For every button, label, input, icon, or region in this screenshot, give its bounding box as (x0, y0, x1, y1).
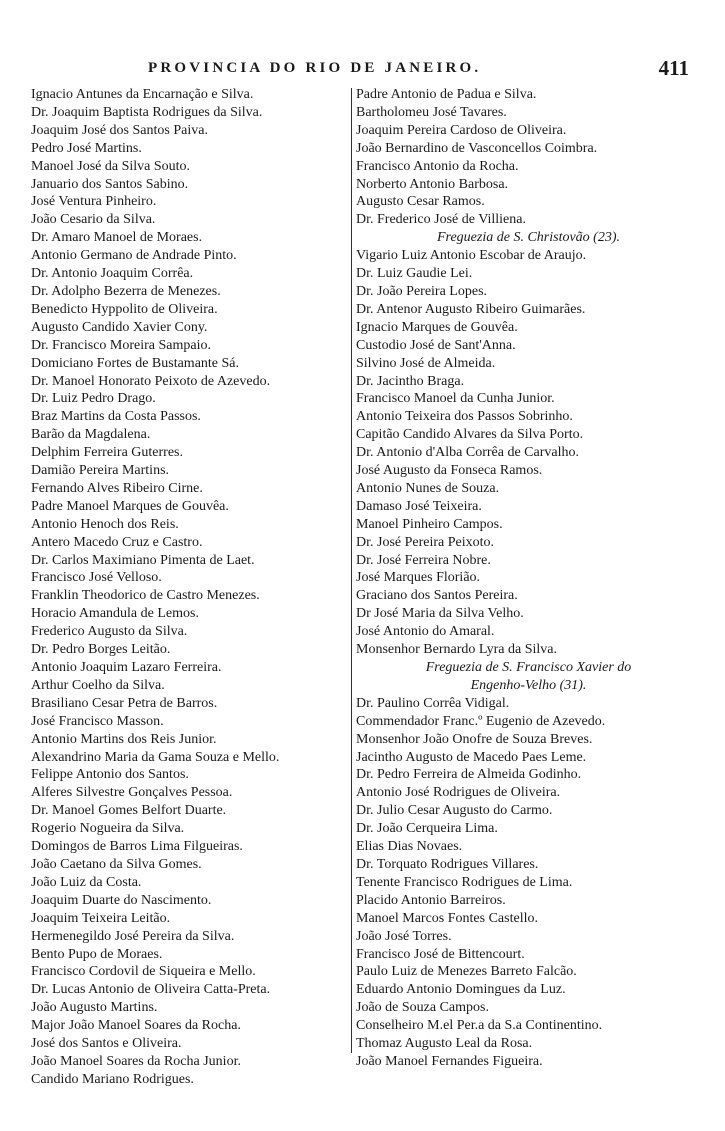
list-item: Januario dos Santos Sabino. (31, 176, 189, 192)
s-francisco-xavier-list (356, 695, 701, 1071)
list-item: Conselheiro M.el Per.a da S.a Continentino. (356, 1018, 603, 1034)
list-item: Dr. Luiz Gaudie Lei. (356, 266, 473, 282)
list-item: Dr. Joaquim Baptista Rodrigues da Silva. (31, 104, 263, 120)
list-item: Bento Pupo de Moraes. (31, 946, 163, 962)
list-item: Antonio José Rodrigues de Oliveira. (356, 785, 561, 801)
list-item: Dr. José Pereira Peixoto. (356, 534, 495, 550)
list-item: Dr. Frederico José de Villiena. (356, 212, 526, 228)
list-item: Ignacio Antunes da Encarnação e Silva. (31, 87, 254, 102)
list-item: Dr. João Pereira Lopes. (356, 283, 488, 299)
list-item: José Francisco Masson. (31, 713, 164, 729)
list-item: Dr. Manoel Honorato Peixoto de Azevedo. (31, 373, 271, 389)
page-number: 411 (658, 56, 689, 80)
list-item: Dr. José Ferreira Nobre. (356, 552, 491, 568)
list-item: Francisco José Velloso. (31, 570, 162, 586)
list-item: Dr. Pedro Borges Leitão. (31, 642, 171, 658)
list-item: Dr. Luiz Pedro Drago. (31, 391, 156, 407)
list-item: Antonio Joaquim Lazaro Ferreira. (31, 660, 222, 675)
list-item: Manoel Marcos Fontes Castello. (356, 910, 538, 926)
list-item: Delphim Ferreira Guterres. (31, 445, 183, 461)
list-item: Damião Pereira Martins. (31, 463, 170, 479)
list-item: Francisco José de Bittencourt. (356, 946, 525, 962)
section-heading-s-christovao: Freguezia de S. Christovão (23). (436, 230, 620, 246)
list-item: Dr. Pedro Ferreira de Almeida Godinho. (356, 767, 582, 783)
list-item: Domingos de Barros Lima Filgueiras. (31, 839, 243, 855)
list-item: Norberto Antonio Barbosa. (356, 176, 509, 192)
list-item: Francisco Cordovil de Siqueira e Mello. (31, 964, 256, 980)
list-item: Francisco Manoel da Cunha Junior. (356, 391, 555, 407)
list-item: Dr. Torquato Rodrigues Villares. (356, 856, 539, 872)
list-item: Antonio Martins dos Reis Junior. (31, 731, 217, 747)
list-item: Ignacio Marques de Gouvêa. (356, 319, 518, 335)
list-item: Augusto Cesar Ramos. (356, 194, 485, 210)
right-column (356, 86, 701, 1071)
list-item: Monsenhor João Onofre de Souza Breves. (356, 731, 593, 747)
list-item: Placido Antonio Barreiros. (356, 892, 506, 908)
list-item: João Manoel Fernandes Figueira. (356, 1053, 543, 1069)
list-item: Dr. Manoel Gomes Belfort Duarte. (31, 803, 227, 819)
list-item: Joaquim Duarte do Nascimento. (31, 892, 212, 908)
s-christovao-list (356, 247, 701, 659)
list-item: Brasiliano Cesar Petra de Barros. (31, 695, 218, 711)
column-divider (351, 88, 352, 1053)
list-item: Antonio Teixeira dos Passos Sobrinho. (356, 409, 573, 425)
list-item: João José Torres. (356, 928, 452, 944)
section-heading-s-francisco-xavier: Freguezia de S. Francisco Xavier do (425, 660, 632, 675)
list-item: Antonio Germano de Andrade Pinto. (31, 248, 237, 264)
list-item: Francisco Antonio da Rocha. (356, 158, 519, 174)
list-item: Thomaz Augusto Leal da Rosa. (356, 1036, 533, 1052)
list-item: Barão da Magdalena. (31, 427, 151, 443)
list-item: Elias Dias Novaes. (356, 839, 463, 855)
list-item: Alferes Silvestre Gonçalves Pessoa. (31, 785, 233, 801)
list-item: Joaquim Teixeira Leitão. (31, 910, 171, 926)
list-item: Pedro José Martins. (31, 140, 142, 156)
list-item: Graciano dos Santos Pereira. (356, 588, 518, 604)
list-item: Manoel José da Silva Souto. (31, 158, 191, 174)
list-item: Felippe Antonio dos Santos. (31, 767, 189, 783)
list-item: Padre Manoel Marques de Gouvêa. (31, 498, 229, 514)
list-item: João Luiz da Costa. (31, 874, 142, 890)
list-item: Dr. Jacintho Braga. (356, 373, 465, 389)
list-item: Dr. Julio Cesar Augusto do Carmo. (356, 803, 553, 819)
list-item: Domiciano Fortes de Bustamante Sá. (31, 355, 240, 371)
list-item: Fernando Alves Ribeiro Cirne. (31, 480, 203, 496)
list-item: Candido Mariano Rodrigues. (31, 1071, 194, 1087)
page-header (30, 56, 695, 84)
list-item: Horacio Amandula de Lemos. (31, 606, 199, 622)
list-item: Jacintho Augusto de Macedo Paes Leme. (356, 749, 587, 765)
list-item: Antonio Nunes de Souza. (356, 480, 500, 496)
list-item: Commendador Franc.º Eugenio de Azevedo. (356, 713, 606, 729)
list-item: João Cesario da Silva. (31, 212, 156, 228)
list-item: Dr. Lucas Antonio de Oliveira Catta-Preta. (31, 982, 271, 998)
list-item: Manoel Pinheiro Campos. (356, 516, 503, 532)
list-item: Dr. Antonio d'Alba Corrêa de Carvalho. (356, 445, 579, 461)
list-item: Dr. Francisco Moreira Sampaio. (31, 337, 212, 353)
list-item: Monsenhor Bernardo Lyra da Silva. (356, 642, 558, 658)
list-item: José dos Santos e Oliveira. (31, 1036, 182, 1052)
list-item: Alexandrino Maria da Gama Souza e Mello. (31, 749, 280, 765)
list-item: Antonio Henoch dos Reis. (31, 516, 179, 532)
list-item: Damaso José Teixeira. (356, 498, 482, 514)
list-item: Antero Macedo Cruz e Castro. (31, 534, 203, 550)
list-item: Arthur Coelho da Silva. (31, 677, 165, 693)
list-item: Joaquim José dos Santos Paiva. (31, 122, 208, 138)
list-item: Hermenegildo José Pereira da Silva. (31, 928, 235, 944)
list-item: Padre Antonio de Padua e Silva. (356, 87, 537, 102)
list-item: Bartholomeu José Tavares. (356, 104, 507, 120)
list-item: Paulo Luiz de Menezes Barreto Falcão. (356, 964, 577, 980)
list-item: Dr. Carlos Maximiano Pimenta de Laet. (31, 552, 255, 568)
left-column (31, 86, 349, 1089)
running-title: PROVINCIA DO RIO DE JANEIRO. (148, 60, 482, 76)
list-item: Augusto Candido Xavier Cony. (31, 319, 208, 335)
list-item: Dr. Paulino Corrêa Vidigal. (356, 695, 510, 711)
list-item: Dr. Antonio Joaquim Corrêa. (31, 266, 194, 282)
list-item: José Augusto da Fonseca Ramos. (356, 463, 543, 479)
list-item: Franklin Theodorico de Castro Menezes. (31, 588, 260, 604)
list-item: José Antonio do Amaral. (356, 624, 495, 640)
list-item: Benedicto Hyppolito de Oliveira. (31, 301, 218, 317)
list-item: João Augusto Martins. (31, 1000, 158, 1016)
list-item: José Marques Florião. (356, 570, 481, 586)
list-item: João de Souza Campos. (356, 1000, 489, 1016)
list-item: Dr. Antenor Augusto Ribeiro Guimarães. (356, 301, 586, 317)
list-item: Dr. Adolpho Bezerra de Menezes. (31, 283, 221, 299)
right-top-list (356, 86, 701, 229)
list-item: Frederico Augusto da Silva. (31, 624, 188, 640)
list-item: Dr José Maria da Silva Velho. (356, 606, 524, 622)
list-item: João Caetano da Silva Gomes. (31, 856, 202, 872)
section-heading-engenho-velho: Engenho-Velho (31). (470, 677, 587, 693)
list-item: Braz Martins da Costa Passos. (31, 409, 201, 425)
list-item: Eduardo Antonio Domingues da Luz. (356, 982, 566, 998)
list-item: Dr. João Cerqueira Lima. (356, 821, 498, 837)
list-item: Tenente Francisco Rodrigues de Lima. (356, 874, 573, 890)
list-item: Rogerio Nogueira da Silva. (31, 821, 185, 837)
list-item: Joaquim Pereira Cardoso de Oliveira. (356, 122, 567, 138)
list-item: Capitão Candido Alvares da Silva Porto. (356, 427, 584, 443)
list-item: Vigario Luiz Antonio Escobar de Araujo. (356, 248, 587, 264)
list-item: João Manoel Soares da Rocha Junior. (31, 1053, 241, 1069)
list-item: Dr. Amaro Manoel de Moraes. (31, 230, 203, 246)
list-item: Custodio José de Sant'Anna. (356, 337, 516, 353)
list-item: Major João Manoel Soares da Rocha. (31, 1018, 241, 1034)
list-item: José Ventura Pinheiro. (31, 194, 157, 210)
list-item: Silvino José de Almeida. (356, 355, 496, 371)
list-item: João Bernardino de Vasconcellos Coimbra. (356, 140, 598, 156)
